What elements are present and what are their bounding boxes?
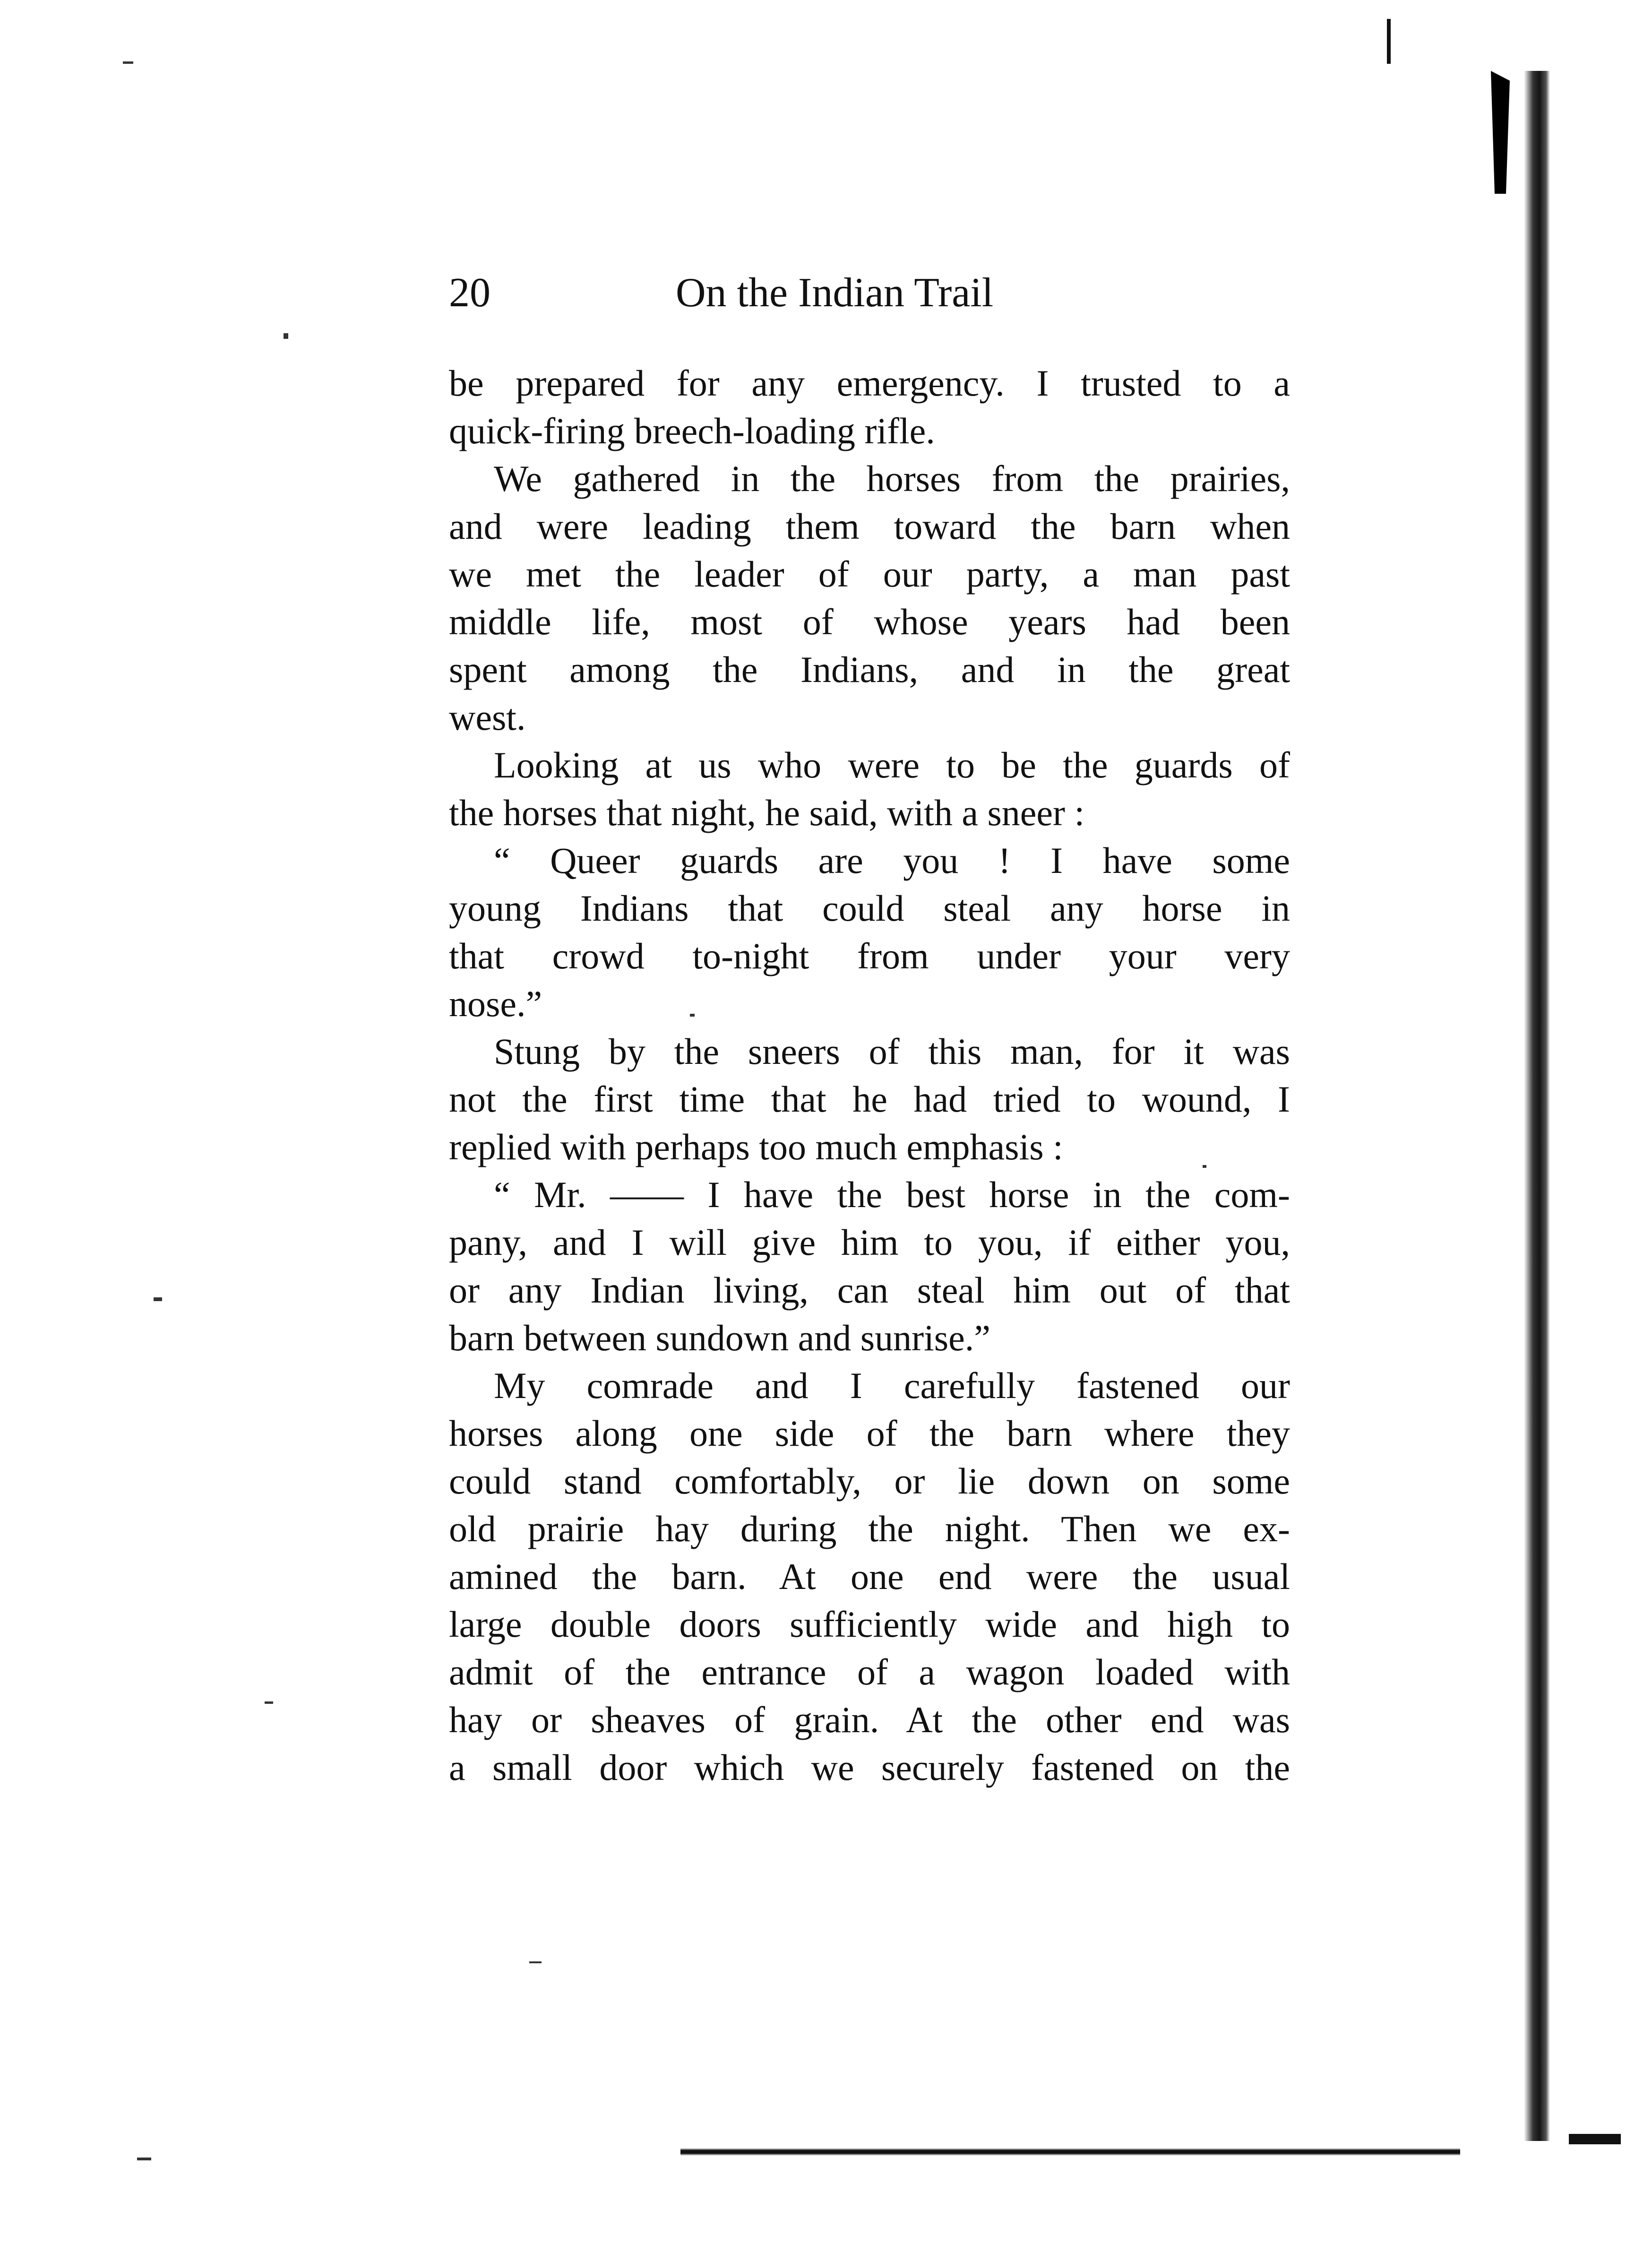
text-line: My comrade and I carefully fastened our — [494, 1365, 1290, 1406]
running-head — [449, 265, 1290, 321]
text-line: old prairie hay during the night. Then we ex- — [449, 1508, 1290, 1549]
scan-bottom-shadow — [680, 2148, 1460, 2156]
scan-speck — [265, 1701, 273, 1704]
text-line: or any Indian living, can steal him out of that — [449, 1269, 1290, 1311]
text-line: not the first time that he had tried to wound, I — [449, 1079, 1290, 1120]
text-line: young Indians that could steal any horse in — [449, 888, 1290, 929]
text-line: replied with perhaps too much emphasis : — [449, 1126, 1063, 1167]
text-line: hay or sheaves of grain. At the other end was — [449, 1699, 1290, 1740]
text-line: admit of the entrance of a wagon loaded with — [449, 1651, 1290, 1692]
scan-speck — [154, 1297, 162, 1301]
text-line: “ Queer guards are you ! I have some — [494, 840, 1290, 881]
text-line: we met the leader of our party, a man past — [449, 553, 1290, 595]
scan-edge-shadow — [1524, 71, 1550, 2141]
text-line: nose.” — [449, 983, 542, 1024]
scan-speck — [123, 61, 133, 64]
text-line: large double doors sufficiently wide and high to — [449, 1604, 1290, 1645]
text-line: spent among the Indians, and in the great — [449, 649, 1290, 690]
text-line: quick-firing breech-loading rifle. — [449, 410, 935, 451]
scan-edge-shadow-top — [1491, 71, 1510, 194]
scan-speck — [284, 333, 288, 339]
text-line: We gathered in the horses from the prairies, — [494, 458, 1290, 499]
text-line: a small door which we securely fastened on the — [449, 1747, 1290, 1788]
scan-crop-mark — [1387, 19, 1391, 64]
text-line: amined the barn. At one end were the usual — [449, 1556, 1290, 1597]
running-title: On the Indian Trail — [676, 270, 994, 316]
text-line: west. — [449, 697, 526, 738]
text-line: pany, and I will give him to you, if either you, — [449, 1222, 1290, 1263]
page-number: 20 — [449, 270, 490, 316]
text-line: horses along one side of the barn where they — [449, 1413, 1290, 1454]
text-line: that crowd to-night from under your very — [449, 935, 1290, 976]
text-line: “ Mr. —— I have the best horse in the com- — [494, 1174, 1290, 1215]
text-line: the horses that night, he said, with a sneer : — [449, 792, 1085, 833]
text-line: Looking at us who were to be the guards of — [494, 744, 1290, 786]
text-line: middle life, most of whose years had been — [449, 601, 1290, 642]
scan-speck — [529, 1961, 542, 1963]
text-line: barn between sundown and sunrise.” — [449, 1317, 990, 1358]
scan-edge-shadow-bottom — [1569, 2134, 1621, 2144]
body-text — [449, 359, 1290, 1791]
text-line: be prepared for any emergency. I trusted to a — [449, 363, 1290, 404]
scan-speck — [137, 2158, 151, 2160]
text-line: and were leading them toward the barn when — [449, 506, 1290, 547]
text-line: Stung by the sneers of this man, for it was — [494, 1031, 1290, 1072]
text-line: could stand comfortably, or lie down on some — [449, 1460, 1290, 1502]
